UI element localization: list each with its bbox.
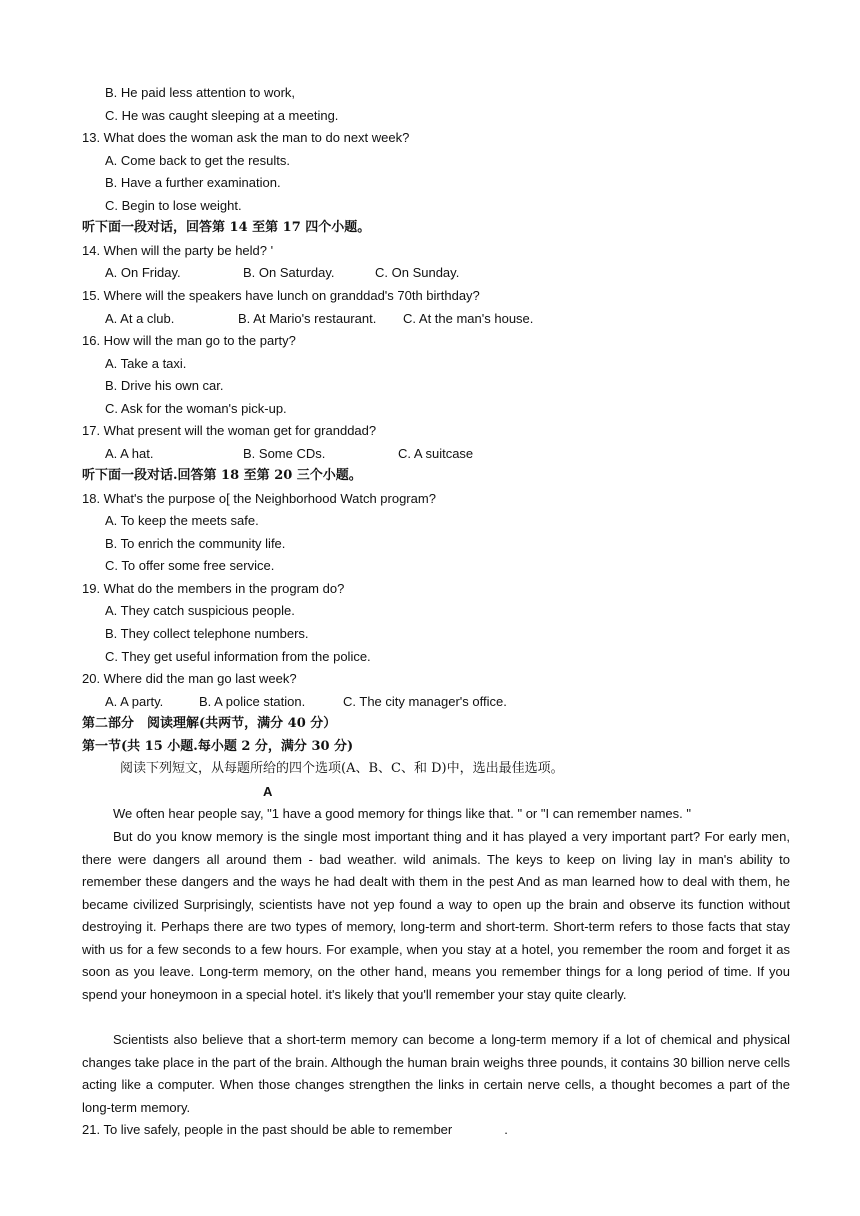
q14-option-a: A. On Friday.	[105, 265, 181, 280]
q15-question: 15. Where will the speakers have lunch on granddad's 70th birthday?	[82, 288, 480, 303]
part2-title: 第二部分 阅读理解(共两节，满分 40 分）	[82, 716, 337, 731]
section-18-20-header: 听下面一段对话.回答第 18 至第 20 三个小题。	[82, 468, 362, 483]
q16-question: 16. How will the man go to the party?	[82, 333, 296, 348]
q20-question: 20. Where did the man go last week?	[82, 671, 297, 686]
q20-option-a: A. A party.	[105, 694, 164, 709]
q13-option-a: A. Come back to get the results.	[105, 153, 290, 168]
q13-question: 13. What does the woman ask the man to do next week?	[82, 130, 410, 145]
section1-title: 第一节(共 15 小题.每小题 2 分，满分 30 分)	[82, 739, 354, 754]
q12-option-c: C. He was caught sleeping at a meeting.	[105, 108, 339, 123]
q12-option-b: B. He paid less attention to work,	[105, 85, 296, 100]
q16-option-a: A. Take a taxi.	[105, 356, 187, 371]
q18-question: 18. What's the purpose o[ the Neighborhood Watch program?	[82, 491, 436, 506]
q20-option-c: C. The city manager's office.	[343, 694, 507, 709]
q15-option-b: B. At Mario's restaurant.	[238, 311, 377, 326]
q21-question	[82, 1121, 508, 1139]
passage-paragraph-1: We often hear people say, "1 have a good memory for things like that. " or "I can remember names. "	[113, 806, 691, 821]
q18-option-b: B. To enrich the community life.	[105, 536, 286, 551]
q21-question-text: 21. To live safely, people in the past should be able to remember	[82, 1122, 453, 1137]
q14-question: 14. When will the party be held? '	[82, 243, 274, 258]
instructions: 阅读下列短文，从每题所给的四个选项(A、B、C、和 D)中，选出最佳选项。	[120, 761, 564, 776]
q20-option-b: B. A police station.	[199, 694, 306, 709]
section-14-17-header: 听下面一段对话，回答第 14 至第 17 四个小题。	[82, 220, 371, 235]
q16-option-b: B. Drive his own car.	[105, 378, 224, 393]
q18-option-a: A. To keep the meets safe.	[105, 513, 259, 528]
q19-question: 19. What do the members in the program do?	[82, 581, 345, 596]
q19-option-c: C. They get useful information from the police.	[105, 649, 371, 664]
q15-option-c: C. At the man's house.	[403, 311, 534, 326]
q15-option-a: A. At a club.	[105, 311, 175, 326]
q19-option-a: A. They catch suspicious people.	[105, 603, 295, 618]
q17-option-b: B. Some CDs.	[243, 446, 326, 461]
passage-paragraph-3: Scientists also believe that a short-term memory can become a long-term memory if a lot of chemical and physical changes take place in the part of the brain. Although the human brain weighs three pounds, it contains 30 billion nerve cells acting like a computer. When those changes strengthen the links in certain nerve cells, a thought becomes a part of the long-term memory.	[82, 1032, 790, 1115]
q14-option-b: B. On Saturday.	[243, 265, 335, 280]
q21-period: .	[504, 1122, 508, 1137]
q14-option-c: C. On Sunday.	[375, 265, 460, 280]
passage-letter: A	[263, 784, 273, 799]
q13-option-c: C. Begin to lose weight.	[105, 198, 242, 213]
q17-question: 17. What present will the woman get for granddad?	[82, 423, 377, 438]
q19-option-b: B. They collect telephone numbers.	[105, 626, 309, 641]
q13-option-b: B. Have a further examination.	[105, 175, 281, 190]
q17-option-c: C. A suitcase	[398, 446, 474, 461]
q16-option-c: C. Ask for the woman's pick-up.	[105, 401, 287, 416]
passage-paragraph-2: But do you know memory is the single most important thing and it has played a very important part? For early men, there were dangers all around them - bad weather. wild animals. The keys to keep on living lay in man's ability to remember these dangers and the ways he had dealt with them in the pest And as man learned how to deal with them, he became civilized Surprisingly, scientists have not yep found a way to open up the brain and observe its function without destroying it. Perhaps there are two types of memory, long-term and short-term. Short-term refers to those facts that stay with us for a few seconds to a few hours. For example, when you stay at a hotel, you remember the room and forget it as soon as you leave. Long-term memory, on the other hand, means you remember things for a long period of time. If you spend your honeymoon in a special hotel. it's likely that you'll remember your stay quite clearly.	[82, 829, 790, 1002]
q17-option-a: A. A hat.	[105, 446, 154, 461]
q18-option-c: C. To offer some free service.	[105, 558, 275, 573]
